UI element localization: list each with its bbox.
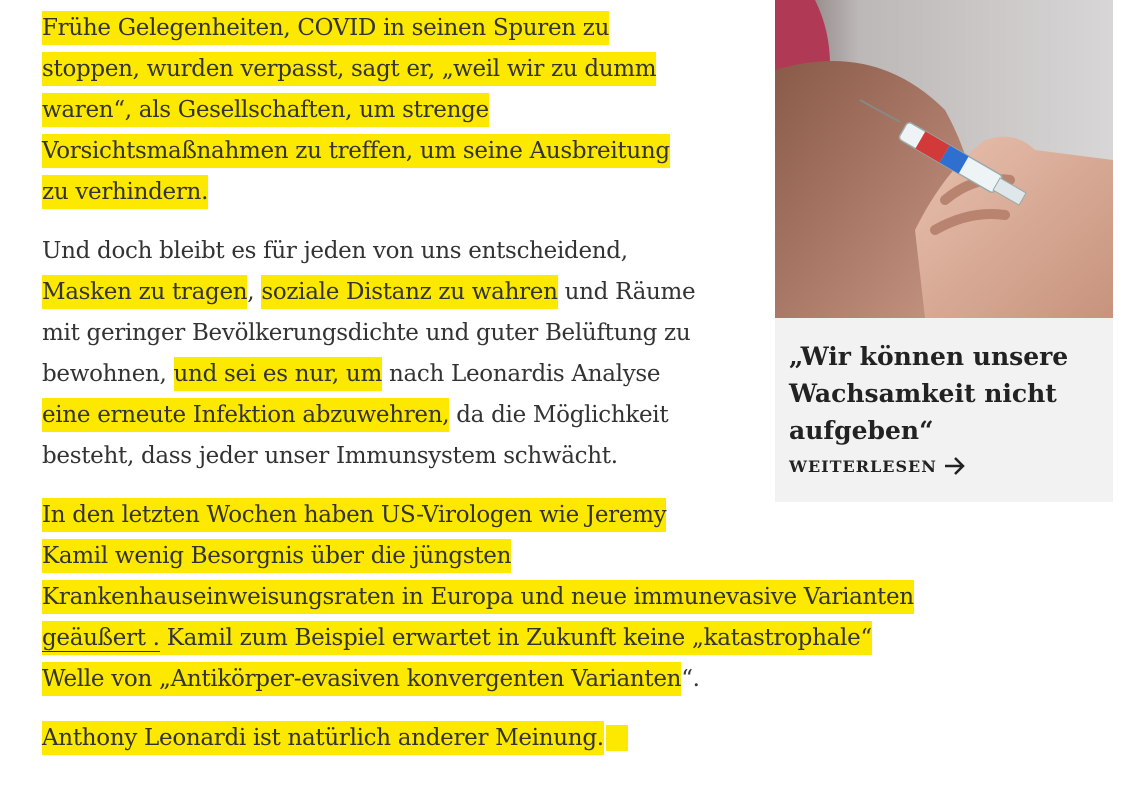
highlighted-text[interactable]: stoppen, wurden verpasst, sagt er, „weil wir zu dumm: [42, 52, 656, 86]
highlighted-text[interactable]: Vorsichtsmaßnahmen zu treffen, um seine Ausbreitung: [42, 134, 670, 168]
highlighted-text[interactable]: Krankenhauseinweisungsraten in Europa und neue immunevasive Varianten: [42, 580, 914, 614]
highlighted-text[interactable]: Anthony Leonardi ist natürlich anderer Meinung.: [42, 721, 604, 755]
highlighted-text[interactable]: waren“, als Gesellschaften, um strenge: [42, 93, 489, 127]
highlighted-text[interactable]: Welle von „Antikörper-evasiven konvergenten Varianten: [42, 662, 681, 696]
highlighted-text[interactable]: In den letzten Wochen haben US-Virologen wie Jeremy: [42, 498, 666, 532]
paragraph-4: [42, 718, 972, 759]
highlighted-text[interactable]: und sei es nur, um: [174, 357, 382, 391]
body-text: besteht, dass jeder unser Immunsystem schwächt.: [42, 443, 618, 469]
source-link[interactable]: geäußert .: [42, 625, 160, 651]
body-text: da die Möglichkeit: [449, 402, 669, 428]
highlighted-text[interactable]: Frühe Gelegenheiten, COVID in seinen Spuren zu: [42, 11, 609, 45]
related-article-teaser[interactable]: [775, 0, 1113, 502]
body-text: und Räume: [557, 279, 696, 305]
read-more-label: WEITERLESEN: [789, 456, 937, 476]
highlighted-text[interactable]: soziale Distanz zu wahren: [261, 275, 557, 309]
highlighted-text[interactable]: zu verhindern.: [42, 175, 208, 209]
read-more-link[interactable]: [789, 455, 967, 477]
body-text: ,: [247, 279, 262, 305]
teaser-title[interactable]: „Wir können unsere Wachsamkeit nicht aufgeben“: [789, 342, 1069, 445]
paragraph-3: [42, 495, 972, 700]
body-text: mit geringer Bevölkerungsdichte und guter Belüftung zu: [42, 320, 691, 346]
highlight-cursor: [606, 725, 628, 751]
highlighted-text[interactable]: eine erneute Infektion abzuwehren,: [42, 398, 449, 432]
arrow-right-icon: [943, 455, 967, 477]
highlighted-text[interactable]: Kamil wenig Besorgnis über die jüngsten: [42, 539, 511, 573]
body-text: “.: [681, 666, 700, 692]
body-text: nach Leonardis Analyse: [381, 361, 661, 387]
body-text: Und doch bleibt es für jeden von uns entscheidend,: [42, 238, 628, 264]
vaccine-injection-photo[interactable]: [775, 0, 1113, 318]
body-text: bewohnen,: [42, 361, 174, 387]
highlighted-text[interactable]: Kamil zum Beispiel erwartet in Zukunft keine „katastrophale“: [159, 625, 872, 651]
highlighted-text[interactable]: Masken zu tragen: [42, 275, 247, 309]
